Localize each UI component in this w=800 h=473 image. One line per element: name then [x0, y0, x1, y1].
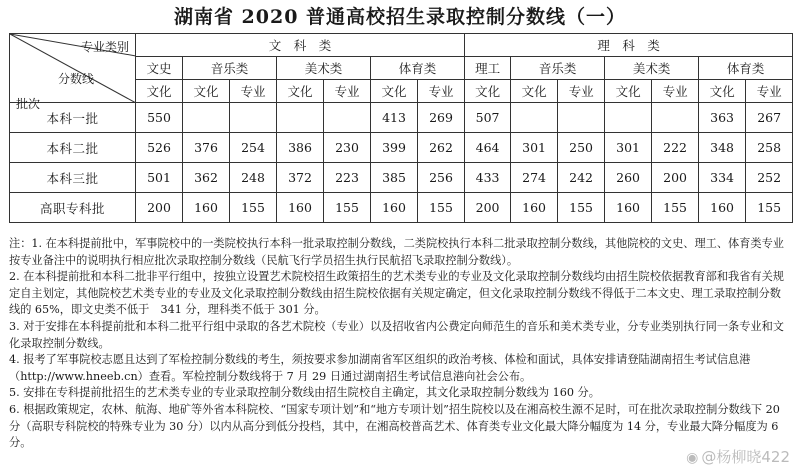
subject-header: 专业 — [558, 80, 605, 103]
score-cell: 362 — [183, 163, 230, 193]
score-cell: 252 — [746, 163, 793, 193]
score-cell: 550 — [136, 103, 183, 133]
score-cell: 160 — [277, 193, 324, 223]
table-row — [10, 163, 793, 193]
score-cell: 507 — [465, 103, 511, 133]
score-cell — [324, 103, 371, 133]
subject-header: 专业 — [652, 80, 699, 103]
table-row — [10, 133, 793, 163]
score-cell: 363 — [699, 103, 746, 133]
note-item: 4. 报考了军事院校志愿且达到了军检控制分数线的考生，须按要求参加湖南省军区组织的政治考核、体检和面试，具体安排请登陆湖南招生考试信息港（http://www.hneeb.cn）查看。军检控制分数线将于 7 月 29 日通过湖南招生考试信息港向社会公布。 — [9, 353, 751, 383]
table-corner-cell — [10, 34, 136, 111]
note-item: 3. 对于安排在本科提前批和本科二批平行组中录取的各艺术院校（专业）以及招收省内公费定向师范生的音乐和美术类专业，分专业类别执行同一条专业和文化录取控制分数线。 — [9, 319, 784, 350]
subtype-header: 美术类 — [605, 57, 699, 80]
score-cell: 301 — [605, 133, 652, 163]
subtype-header: 体育类 — [699, 57, 793, 80]
score-cell: 433 — [465, 163, 511, 193]
watermark — [686, 446, 790, 467]
score-cell: 254 — [230, 133, 277, 163]
score-cell: 399 — [371, 133, 418, 163]
subtype-header: 体育类 — [371, 57, 465, 80]
subject-header: 文化 — [465, 80, 511, 103]
score-cell: 348 — [699, 133, 746, 163]
score-cell: 160 — [183, 193, 230, 223]
score-cell: 155 — [558, 193, 605, 223]
table-row — [10, 103, 793, 133]
subject-header: 专业 — [418, 80, 465, 103]
score-cell: 155 — [418, 193, 465, 223]
score-cell: 160 — [605, 193, 652, 223]
corner-batch-label: 批次 — [16, 97, 41, 111]
score-cell: 256 — [418, 163, 465, 193]
subject-header: 专业 — [324, 80, 371, 103]
score-cell: 269 — [418, 103, 465, 133]
score-cell — [511, 103, 558, 133]
note-item: 5. 安排在专科提前批招生的艺术类专业的专业录取控制分数线由招生院校自主确定，其文化录取控制分数线为 160 分。 — [9, 386, 600, 400]
subject-header: 专业 — [746, 80, 793, 103]
subtype-header: 美术类 — [277, 57, 371, 80]
batch-label: 高职专科批 — [10, 193, 136, 223]
score-cell: 372 — [277, 163, 324, 193]
score-table — [9, 33, 793, 223]
score-cell: 274 — [511, 163, 558, 193]
weibo-icon: ◉ — [686, 450, 699, 466]
score-cell — [652, 103, 699, 133]
score-cell: 262 — [418, 133, 465, 163]
score-cell: 155 — [324, 193, 371, 223]
score-cell: 501 — [136, 163, 183, 193]
score-cell: 155 — [746, 193, 793, 223]
score-cell: 526 — [136, 133, 183, 163]
score-cell: 267 — [746, 103, 793, 133]
score-cell: 200 — [136, 193, 183, 223]
score-cell: 200 — [652, 163, 699, 193]
score-cell — [605, 103, 652, 133]
score-cell: 242 — [558, 163, 605, 193]
note-item: 2. 在本科提前批和本科二批非平行组中，按独立设置艺术院校招生政策招生的艺术类专业的专业及文化录取控制分数线均由招生院校依据教育部和我省有关规定自主划定，其他院校艺术类专业的专业及文化录取控制分数线由招生院校依据有关规定确定，但文化录取控制分数线不得低于二本文史、理工录取控制分数线的 65%，即文史类不低于 341 分，理科类不低于 301 分。 — [9, 270, 784, 317]
score-cell: 160 — [511, 193, 558, 223]
score-cell: 385 — [371, 163, 418, 193]
score-cell: 155 — [652, 193, 699, 223]
score-cell: 222 — [652, 133, 699, 163]
batch-label: 本科二批 — [10, 133, 136, 163]
subtype-header: 音乐类 — [511, 57, 605, 80]
watermark-text: @杨柳晓422 — [701, 448, 790, 466]
batch-label: 本科三批 — [10, 163, 136, 193]
subject-header: 文化 — [136, 80, 183, 103]
note-item: 6. 根据政策规定，农林、航海、地矿等外省本科院校、“国家专项计划”和“地方专项计划”招生院校以及在湘高校生源不足时，可在批次录取控制分数线下 20 分（高职专科院校的特殊专业为 30 分）以内从高分到低分投档，其中，在湘高校普高艺术、体育类专业文化最大降分幅度为 14 分，专业最大降分幅度为 6 分。 — [9, 402, 780, 450]
subtype-header: 文史 — [136, 57, 183, 80]
notes-section — [9, 236, 792, 452]
score-cell: 334 — [699, 163, 746, 193]
subject-header: 文化 — [183, 80, 230, 103]
batch-label: 本科一批 — [10, 103, 136, 133]
subject-header: 文化 — [605, 80, 652, 103]
score-cell: 248 — [230, 163, 277, 193]
score-cell: 260 — [605, 163, 652, 193]
score-cell: 413 — [371, 103, 418, 133]
score-cell: 258 — [746, 133, 793, 163]
corner-category-label: 专业类别 — [80, 40, 129, 54]
subject-header: 文化 — [277, 80, 324, 103]
score-cell — [558, 103, 605, 133]
score-cell: 250 — [558, 133, 605, 163]
subject-header: 文化 — [371, 80, 418, 103]
subject-header: 文化 — [511, 80, 558, 103]
like-group-header: 理 科 类 — [465, 34, 793, 57]
score-table-body — [10, 103, 793, 223]
score-cell: 223 — [324, 163, 371, 193]
score-cell: 160 — [371, 193, 418, 223]
score-cell: 155 — [230, 193, 277, 223]
page-title: 湖南省 2020 普通高校招生录取控制分数线（一） — [173, 6, 627, 28]
note-item: 注：1. 在本科提前批中，军事院校中的一类院校执行本科一批录取控制分数线，二类院校执行本科二批录取控制分数线，其他院校的文史、理工、体育类专业按专业备注中的说明执行相应批次录取控制分数线（民航飞行学员招生执行民航招飞录取控制分数线）。 — [9, 237, 784, 267]
score-cell: 160 — [699, 193, 746, 223]
score-cell — [230, 103, 277, 133]
table-row — [10, 193, 793, 223]
subject-header: 文化 — [699, 80, 746, 103]
score-cell — [277, 103, 324, 133]
score-cell: 386 — [277, 133, 324, 163]
subtype-header: 理工 — [465, 57, 511, 80]
score-cell — [183, 103, 230, 133]
subject-header: 专业 — [230, 80, 277, 103]
score-cell: 376 — [183, 133, 230, 163]
score-cell: 230 — [324, 133, 371, 163]
header-row-category — [10, 34, 793, 57]
score-cell: 200 — [465, 193, 511, 223]
score-cell: 464 — [465, 133, 511, 163]
corner-score-label: 分数线 — [58, 72, 95, 86]
score-cell: 301 — [511, 133, 558, 163]
subtype-header: 音乐类 — [183, 57, 277, 80]
wenke-group-header: 文 科 类 — [136, 34, 465, 57]
